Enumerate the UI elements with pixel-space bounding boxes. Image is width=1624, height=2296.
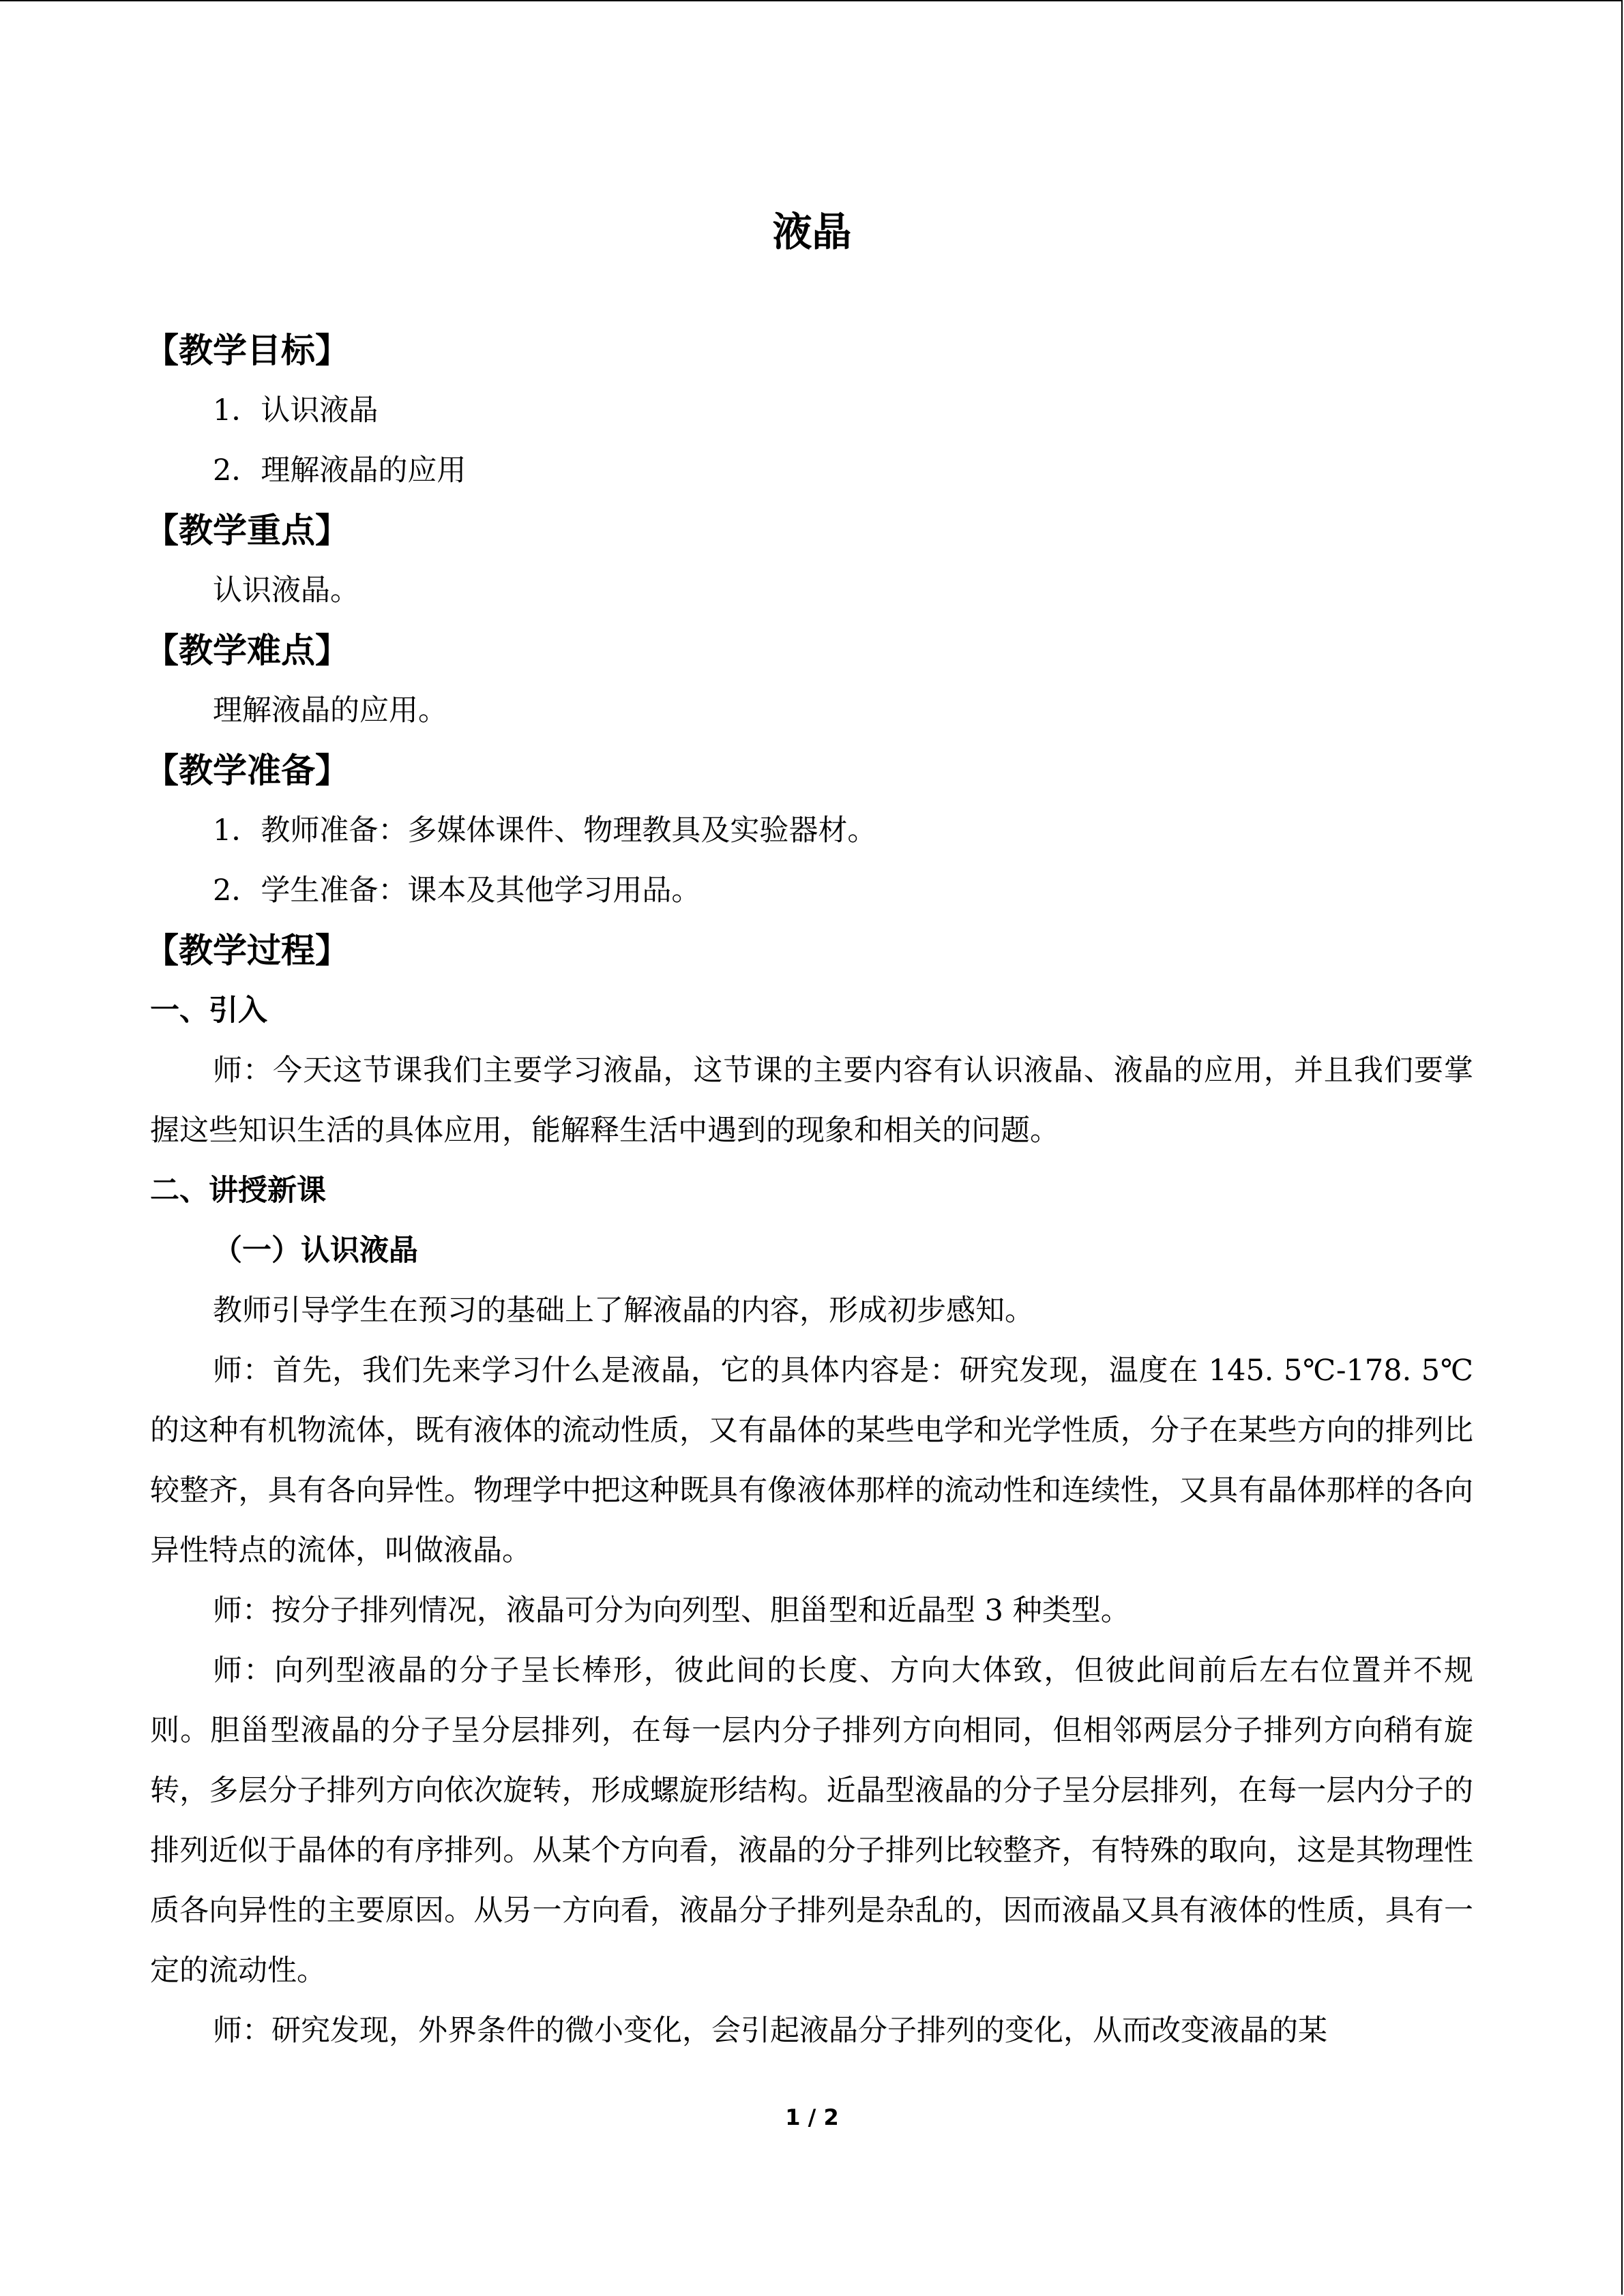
key-point-text: 认识液晶。 [213,573,359,608]
heading-difficulty: 【教学难点】 [145,631,349,670]
body-paragraph: 师：研究发现，外界条件的微小变化，会引起液晶分子排列的变化，从而改变液晶的某 [213,2014,1327,2048]
heading-preparation: 【教学准备】 [145,751,349,790]
body-paragraph: 教师引导学生在预习的基础上了解液晶的内容，形成初步感知。 [213,1294,1034,1328]
heading-objectives: 【教学目标】 [145,331,349,370]
document-body [145,320,1473,2061]
objective-item-1: 1．认识液晶 [213,393,379,428]
intro-heading: 一、引入 [150,994,267,1028]
objective-item-2: 2．理解液晶的应用 [213,453,467,488]
subsection-heading: （一）认识液晶 [213,1234,418,1268]
body-paragraph: 师：首先，我们先来学习什么是液晶，它的具体内容是：研究发现，温度在 145. 5℃-178. 5℃的这种有机物流体，既有液体的流动性质，又有晶体的某些电学和光学性质，分子在某些方向的排列比较整齐，具有各向异性。物理学中把这种既具有像液体那样的流动性和连续性，又具有晶体那样的各向异性特点的流体，叫做液晶。 [150,1354,1473,1568]
page-number: 1 / 2 [785,2104,839,2130]
body-paragraph: 师：向列型液晶的分子呈长棒形，彼此间的长度、方向大体致，但彼此间前后左右位置并不规则。胆甾型液晶的分子呈分层排列，在每一层内分子排列方向相同，但相邻两层分子排列方向稍有旋转，多层分子排列方向依次旋转，形成螺旋形结构。近晶型液晶的分子呈分层排列，在每一层内分子的排列近似于晶体的有序排列。从某个方向看，液晶的分子排列比较整齐，有特殊的取向，这是其物理性质各向异性的主要原因。从另一方向看，液晶分子排列是杂乱的，因而液晶又具有液体的性质，具有一定的流动性。 [150,1654,1473,1988]
heading-key-point: 【教学重点】 [145,511,349,550]
body-paragraph: 师：按分子排列情况，液晶可分为向列型、胆甾型和近晶型 3 种类型。 [213,1594,1130,1628]
preparation-item-1: 1．教师准备：多媒体课件、物理教具及实验器材。 [213,814,877,848]
difficulty-text: 理解液晶的应用。 [213,694,447,728]
heading-process: 【教学过程】 [145,931,349,970]
page-title: 液晶 [772,209,852,255]
intro-paragraph: 师：今天这节课我们主要学习液晶，这节课的主要内容有认识液晶、液晶的应用，并且我们要掌握这些知识生活的具体应用，能解释生活中遇到的现象和相关的问题。 [150,1054,1473,1148]
new-lesson-heading: 二、讲授新课 [150,1174,326,1208]
preparation-item-2: 2．学生准备：课本及其他学习用品。 [213,874,701,908]
